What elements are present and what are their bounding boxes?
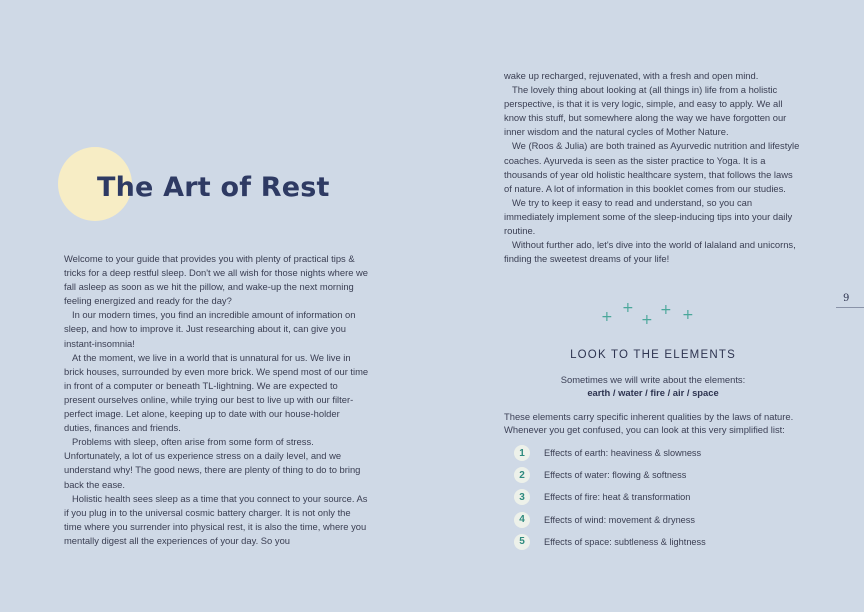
sparkle-icon: + [641,312,653,328]
right-column-text [504,69,802,266]
page-number: 9 [843,293,850,304]
paragraph: The lovely thing about looking at (all things in) life from a holistic perspective, is that it is very logic, simple, and easy to apply. We all know this stuff, but somewhere along the way we have forgotten our inner wisdom and the natural cycles of Mother Nature. [504,84,787,138]
list-item-text: Effects of wind: movement & dryness [544,514,695,525]
elements-list [514,442,804,553]
number-badge: 4 [514,512,530,528]
list-item-text: Effects of earth: heaviness & slowness [544,448,702,459]
elements-intro [504,373,802,399]
sparkle-icon: + [601,309,613,325]
number-badge: 2 [514,467,530,483]
number-badge: 3 [514,489,530,505]
paragraph: In our modern times, you find an incredible amount of information on sleep, and how to improve it. Just researching about it, can give you instant-insomnia! [64,309,356,349]
paragraph: Holistic health sees sleep as a time that you connect to your source. As if you plug in to the universal cosmic battery charger. It is not only the time where you surrender into physical rest, it is also the time, where you mentally digest all the experiences of your day. So you [64,492,368,546]
paragraph: We (Roos & Julia) are both trained as Ayurvedic nutrition and lifestyle coaches. Ayurveda is seen as the sister practice to Yoga. It is a thousands of year old holistic healthcare system, that follows the laws of nature. A lot of information in this booklet comes from our studies. [504,140,800,194]
paragraph: Problems with sleep, often arise from some form of stress. Unfortunately, a lot of us experience stress on a daily level, and we understand why! The good news, there are plenty of thing to do to bring back the ease. [64,436,361,490]
list-item [514,442,804,464]
paragraph: Welcome to your guide that provides you with plenty of practical tips & tricks for a deep restful sleep. Don't we all wish for those nights where we fall asleep as soon as we hit the pillow, and wake-up the next morning feeling energized and ready for the day? [64,253,369,307]
list-item [514,464,804,486]
list-item-text: Effects of space: subtleness & lightness [544,536,706,547]
paragraph: Without further ado, let's dive into the world of lalaland and unicorns, finding the sweetest dreams of your life! [504,239,796,265]
list-item [514,509,804,531]
number-badge: 5 [514,534,530,550]
list-item-text: Effects of water: flowing & softness [544,470,687,481]
list-item-text: Effects of fire: heat & transformation [544,492,691,503]
sparkle-icon: + [622,300,634,316]
paragraph: We try to keep it easy to read and understand, so you can immediately implement some of the sleep-inducing tips into your daily routine. [504,196,793,237]
list-item [514,486,804,508]
list-item [514,531,804,553]
left-column-text [64,252,369,548]
page-title: The Art of Rest [97,172,330,203]
sparkle-icon: + [660,302,672,318]
sparkle-icon: + [682,307,694,323]
section-heading: LOOK TO THE ELEMENTS [570,349,736,361]
number-badge: 1 [514,445,530,461]
page-number-rule [836,307,864,308]
intro-text: Sometimes we will write about the elements: [560,374,746,385]
elements-names: earth / water / fire / air / space [587,387,719,398]
paragraph: wake up recharged, rejuvenated, with a fresh and open mind. [504,70,759,81]
paragraph: At the moment, we live in a world that is unnatural for us. We live in brick houses, surrounded by even more brick. We spend most of our time in front of a computer or beneath TL-lightning. We are expected to present ourselves online, while trying our best to live up with our filter-perfect image. Let alone, keeping up to date with our house-holder duties, finances and friends. [64,351,369,434]
elements-description: These elements carry specific inherent qualities by the laws of nature. Whenever you get confused, you can look at this very simplified list: [504,411,794,435]
sparkles-decoration [598,298,708,332]
